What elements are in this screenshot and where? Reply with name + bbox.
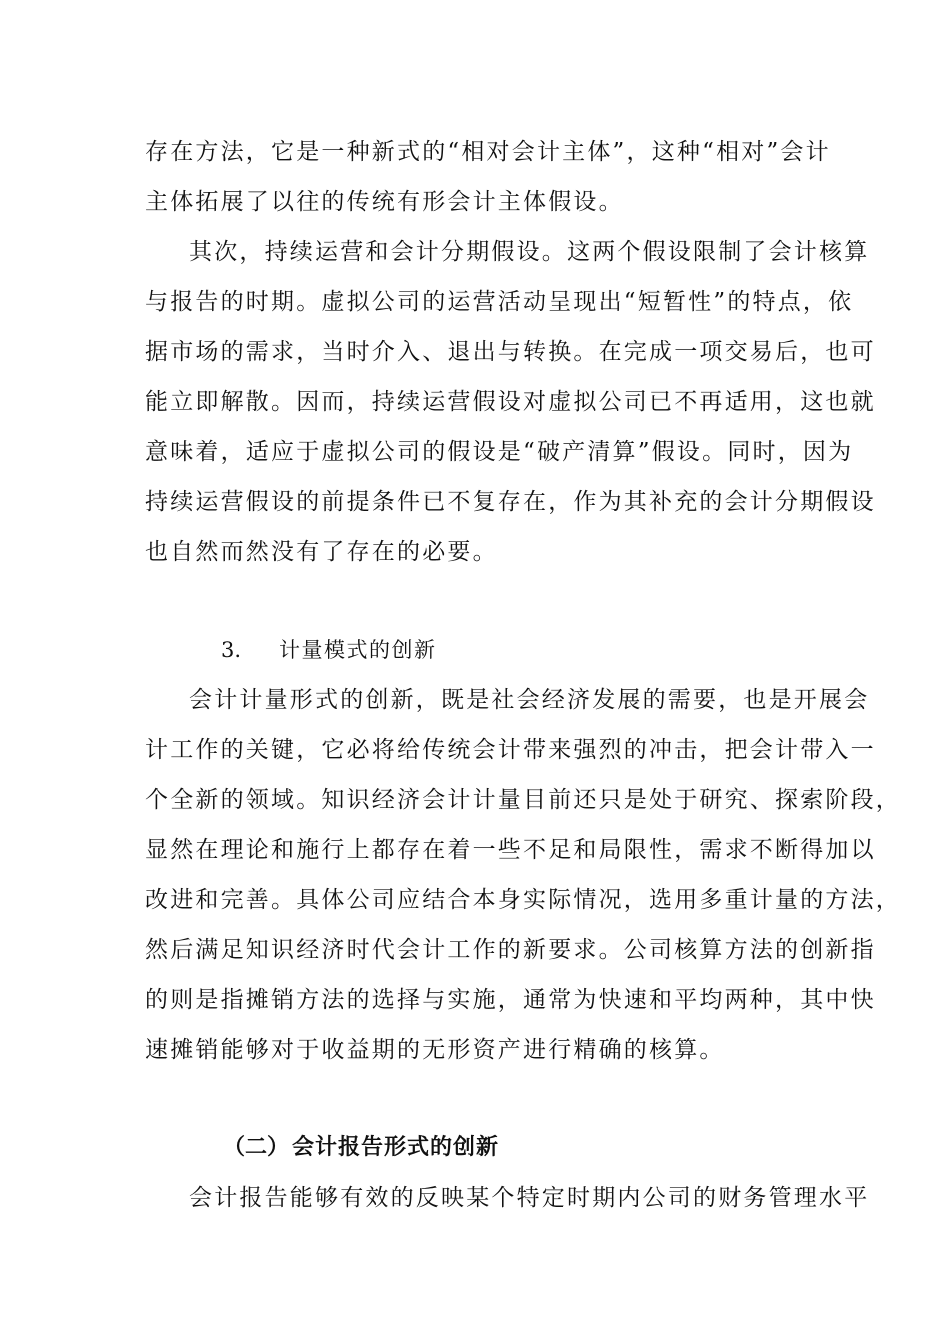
section-number: 3. — [221, 638, 242, 662]
paragraph-line: 改进和完善。具体公司应结合本身实际情况，选用多重计量的方法， — [145, 887, 901, 913]
paragraph-line: 其次，持续运营和会计分期假设。这两个假设限制了会计核算 — [189, 239, 870, 265]
paragraph-line: 能立即解散。因而，持续运营假设对虚拟公司已不再适用，这也就 — [145, 389, 876, 415]
paragraph-line: 与报告的时期。虚拟公司的运营活动呈现出“短暂性”的特点，依 — [145, 289, 854, 315]
paragraph-line: 持续运营假设的前提条件已不复存在，作为其补充的会计分期假设 — [145, 489, 876, 515]
paragraph-line: 计工作的关键，它必将给传统会计带来强烈的冲击，把会计带入一 — [145, 737, 876, 763]
paragraph-line: 然后满足知识经济时代会计工作的新要求。公司核算方法的创新指 — [145, 937, 876, 963]
paragraph-line: 存在方法，它是一种新式的“相对会计主体”，这种“相对”会计 — [145, 139, 831, 165]
paragraph-line: 也自然而然没有了存在的必要。 — [145, 539, 498, 565]
paragraph-line: 据市场的需求，当时介入、退出与转换。在完成一项交易后，也可 — [145, 339, 876, 365]
paragraph-line: 的则是指摊销方法的选择与实施，通常为快速和平均两种，其中快 — [145, 987, 876, 1013]
paragraph-line: 意味着，适应于虚拟公司的假设是“破产清算”假设。同时，因为 — [145, 439, 854, 465]
section-title: 计量模式的创新 — [279, 638, 437, 662]
paragraph-line: 个全新的领域。知识经济会计计量目前还只是处于研究、探索阶段， — [145, 787, 901, 813]
paragraph-line: 显然在理论和施行上都存在着一些不足和局限性，需求不断得加以 — [145, 837, 876, 863]
section-title: 会计报告形式的创新 — [292, 1135, 500, 1160]
paragraph-line: 会计报告能够有效的反映某个特定时期内公司的财务管理水平 — [189, 1185, 870, 1211]
paragraph-line: 速摊销能够对于收益期的无形资产进行精确的核算。 — [145, 1037, 725, 1063]
section-number: （二） — [223, 1135, 290, 1160]
paragraph-line: 会计计量形式的创新，既是社会经济发展的需要，也是开展会 — [189, 687, 870, 713]
paragraph-line: 主体拓展了以往的传统有形会计主体假设。 — [145, 189, 624, 215]
